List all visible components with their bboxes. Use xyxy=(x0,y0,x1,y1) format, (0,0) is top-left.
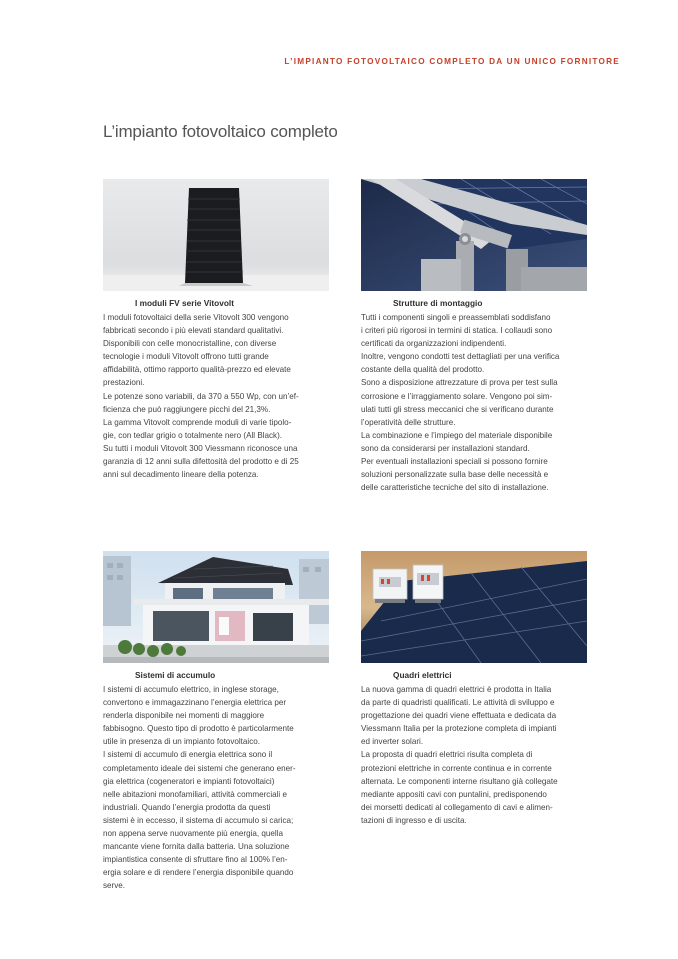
section-title: I moduli FV serie Vitovolt xyxy=(135,298,234,308)
section-title: Sistemi di accumulo xyxy=(135,670,216,680)
page-title: L’impianto fotovoltaico completo xyxy=(103,122,338,141)
solar-panel-module-photo xyxy=(103,179,329,291)
section-body: I sistemi di accumulo elettrico, in inglese storage, convertono e immagazzinano l’energia elettrica per renderla disponibile nei momenti di maggiore fabbisogno. Questo tipo di prodotto è particolarmente utile in presenza di un impianto fotovoltaico. I sistemi di accumulo di energia elettrica sono il completamento ideale dei sistemi che generano ener- gia elettrica (cogeneratori e impianti fotovoltaici) nelle abitazioni monofamiliari, attività commerciali e industriali. Quando l’energia prodotta da questi sistemi è in eccesso, il sistema di accumulo si carica; non appena serve nuovamente più energia, quella mancante viene fornita dalla batteria. Una soluzione impiantistica consente di sfruttare fino al 100% l’en- ergia solare e di rendere l’energia disponibile quando serve. xyxy=(103,685,296,891)
section-title: Strutture di montaggio xyxy=(393,298,483,308)
header-label: L’IMPIANTO FOTOVOLTAICO COMPLETO DA UN UNICO FORNITORE xyxy=(284,57,620,66)
electrical-panels-photo xyxy=(361,551,587,663)
section-mounting-structures xyxy=(361,179,589,494)
house-with-storage-photo xyxy=(103,551,329,663)
mounting-structure-photo xyxy=(361,179,587,291)
section-title: Quadri elettrici xyxy=(393,670,452,680)
section-body: Tutti i componenti singoli e preassemblati soddisfano i criteri più rigorosi in termini di statica. I collaudi sono certificati da organizzazioni indipendenti. Inoltre, vengono condotti test dettagliati per una verifica costante della qualità del prodotto. Sono a disposizione attrezzature di prova per test sulla corrosione e l’irraggiamento solare. Vengono poi sim- ulati tutti gli stress meccanici che si verificano durante l’operatività delle strutture. La combinazione e l’impiego del materiale disponibile sono da considerarsi per installazioni standard. Per eventuali installazioni speciali si possono fornire soluzioni personalizzate sulla base delle necessità e delle caratteristiche tecniche del sito di installazione. xyxy=(361,313,560,493)
section-solar-modules xyxy=(103,179,331,481)
section-electrical-panels xyxy=(361,551,589,827)
section-body: I moduli fotovoltaici della serie Vitovolt 300 vengono fabbricati secondo i più elevati standard qualitativi. Disponibili con celle monocristalline, con diverse tecnologie i moduli Vitovolt offrono tutti grande affidabilità, ottimo rapporto qualità-prezzo ed elevate prestazioni. Le potenze sono variabili, da 370 a 550 Wp, con un’ef- ficienza che può raggiungere picchi del 21,3%. La gamma Vitovolt comprende moduli di varie tipolo- gie, con tedlar grigio o totalmente nero (All Black). Su tutti i moduli Vitovolt 300 Viessmann riconosce una garanzia di 12 anni sulla difettosità del prodotto e di 25 anni sul decadimento lineare della potenza. xyxy=(103,313,299,480)
section-storage-systems xyxy=(103,551,331,893)
section-body: La nuova gamma di quadri elettrici è prodotta in Italia da parte di quadristi qualificati. Le attività di sviluppo e progettazione dei quadri viene effettuata e dedicata da Viessmann Italia per la protezione completa di impianti ed inverter solari. La proposta di quadri elettrici risulta completa di protezioni elettriche in corrente continua e in corrente alternata. Le componenti interne risultano già collegate mediante appositi cavi con puntalini, predisponendo dei morsetti dedicati al collegamento di cavi e alimen- tazioni di ingresso e di uscita. xyxy=(361,685,558,825)
